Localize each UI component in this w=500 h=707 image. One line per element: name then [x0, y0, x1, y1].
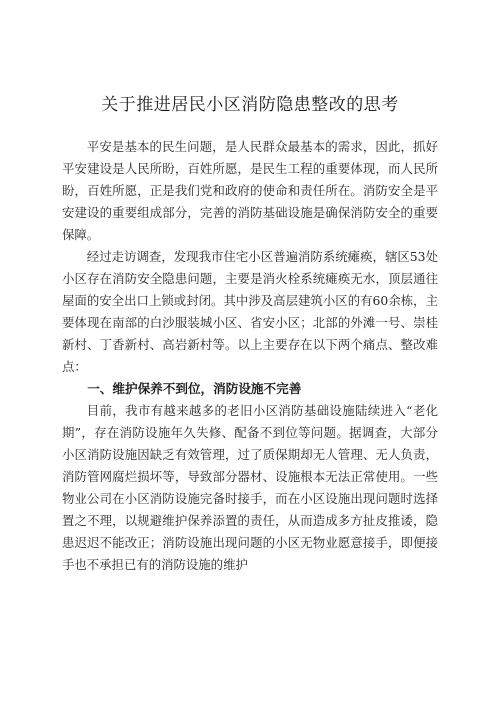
intro-paragraph: 平安是基本的民生问题，是人民群众最基本的需求，因此，抓好平安建设是人民所盼，百姓所愿，是民生工程的重要体现，而人民所盼，百姓所愿，正是我们党和政府的使命和责任所在。消防安全是平安建设的重要组成部分，完善的消防基础设施是确保消防安全的重要保障。 — [62, 139, 438, 242]
section-heading: 一、维护保养不到位，消防设施不完善 — [87, 381, 302, 396]
survey-paragraph: 经过走访调查，发现我市住宅小区普遍消防系统瘫痪，辖区53处小区存在消防安全隐患问题，主要是消火栓系统瘫痪无水，顶层通往屋面的安全出口上锁或封闭。其中涉及高层建筑小区的有60余栋，主要体现在南部的白沙服装城小区、省安小区；北部的外滩一号、崇桂新村、丁香新村、高岩新村等。以上主要存在以下两个痛点、整改难点： — [62, 249, 438, 374]
section-paragraph: 目前，我市有越来越多的老旧小区消防基础设施陆续进入“老化期”，存在消防设施年久失修、配备不到位等问题。据调查，大部分小区消防设施因缺乏有效管理，过了质保期却无人管理、无人负责，消防管网腐烂损坏等，导致部分器材、设施根本无法正常使用。一些物业公司在小区消防设施完备时接手，而在小区设施出现问题时选择置之不理，以规避维护保养添置的责任，从而造成多方扯皮推诿，隐患迟迟不能改正；消防设施出现问题的小区无物业愿意接手，即便接手也不承担已有的消防设施的维护 — [62, 403, 438, 572]
document-body — [62, 136, 438, 576]
document-title: 关于推进居民小区消防隐患整改的思考 — [101, 95, 399, 115]
